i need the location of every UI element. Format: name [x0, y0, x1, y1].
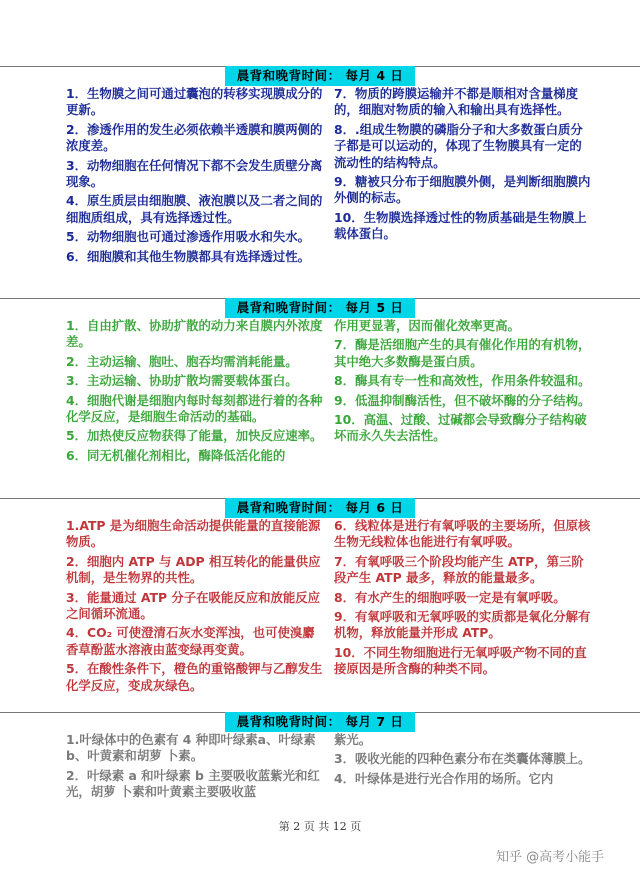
list-item: 5．在酸性条件下，橙色的重铬酸钾与乙醇发生化学反应，变成灰绿色。 [66, 661, 323, 693]
list-item: 4．CO₂ 可使澄清石灰水变浑浊，也可使溴麝香草酚蓝水溶液由蓝变绿再变黄。 [66, 625, 315, 657]
list-item: 6．线粒体是进行有氧呼吸的主要场所，但原核生物无线粒体也能进行有氧呼吸。 [334, 518, 591, 550]
list-item: 1．生物膜之间可通过囊泡的转移实现膜成分的更新。 [66, 86, 323, 118]
list-item: 5．动物细胞也可通过渗透作用吸水和失水。 [66, 229, 311, 245]
list-item: 3．吸收光能的四种色素分布在类囊体薄膜上。 [334, 751, 591, 767]
list-item: 7．酶是活细胞产生的具有催化作用的有机物，其中绝大多数酶是蛋白质。 [334, 337, 591, 369]
list-item: 作用更显著，因而催化效率更高。 [334, 318, 520, 333]
list-item: 9．糖被只分布于细胞膜外侧，是判断细胞膜内外侧的标志。 [334, 174, 591, 206]
list-item: 9．有氧呼吸和无氧呼吸的实质都是氧化分解有机物，释放能量并形成 ATP。 [334, 609, 591, 641]
section-header-day6: 晨背和晚背时间： 每月 6 日 [225, 498, 415, 518]
list-item: 7．物质的跨膜运输并不都是顺相对含量梯度的，细胞对物质的输入和输出具有选择性。 [334, 86, 579, 118]
watermark: 知乎 @高考小能手 [496, 850, 605, 865]
list-item: 2．主动运输、胞吐、胞吞均需消耗能量。 [66, 353, 298, 369]
right-column [334, 732, 592, 790]
section-header-day7: 晨背和晚背时间： 每月 7 日 [225, 712, 415, 732]
right-column [334, 318, 592, 448]
list-item: 8．.组成生物膜的磷脂分子和大多数蛋白质分子都是可以运动的，体现了生物膜具有一定的流动性的结构特点。 [334, 121, 583, 170]
list-item: 10．不同生物细胞进行无氧呼吸产物不同的直接原因是所含酶的种类不同。 [334, 644, 587, 677]
list-item: 3．主动运输、协助扩散均需要载体蛋白。 [66, 373, 298, 389]
list-item: 1.ATP 是为细胞生命活动提供能量的直接能源物质。 [66, 518, 321, 550]
list-item: 1．自由扩散、协助扩散的动力来自膜内外浓度差。 [66, 318, 323, 350]
list-item: 8．有水产生的细胞呼吸一定是有氧呼吸。 [334, 589, 566, 605]
list-item: 紫光。 [334, 732, 372, 747]
list-item: 5．加热使反应物获得了能量，加快反应速率。 [66, 428, 323, 444]
right-column [334, 86, 592, 246]
list-item: 2．细胞内 ATP 与 ADP 相互转化的能量供应机制，是生物界的共性。 [66, 553, 321, 586]
list-item: 1.叶绿体中的色素有 4 种即叶绿素a、叶绿素 b、叶黄素和胡萝 卜素。 [66, 732, 316, 764]
list-item: 4．细胞代谢是细胞内每时每刻都进行着的各种化学反应，是细胞生命活动的基础。 [66, 392, 323, 425]
list-item: 10．生物膜选择透过性的物质基础是生物膜上载体蛋白。 [334, 209, 587, 242]
left-column [66, 318, 324, 467]
list-item: 7．有氧呼吸三个阶段均能产生 ATP，第三阶段产生 ATP 最多，释放的能量最多。 [334, 553, 584, 586]
list-item: 2．叶绿素 a 和叶绿素 b 主要吸收蓝紫光和红光，胡萝 卜素和叶黄素主要吸收蓝 [66, 767, 320, 800]
section-header-day4: 晨背和晚背时间： 每月 4 日 [225, 66, 415, 86]
list-item: 6．同无机催化剂相比，酶降低活化能的 [66, 447, 286, 463]
list-item: 4．原生质层由细胞膜、液泡膜以及二者之间的细胞质组成，具有选择透过性。 [66, 193, 323, 225]
left-column [66, 518, 324, 697]
right-column [334, 518, 592, 681]
list-item: 8．酶具有专一性和高效性，作用条件较温和。 [334, 373, 591, 389]
list-item: 4．叶绿体是进行光合作用的场所。它内 [334, 770, 554, 786]
list-item: 3．能量通过 ATP 分子在吸能反应和放能反应之间循环流通。 [66, 589, 321, 622]
page-number: 第 2 页 共 12 页 [278, 820, 362, 833]
list-item: 9．低温抑制酶活性，但不破坏酶的分子结构。 [334, 392, 591, 408]
left-column [66, 86, 324, 268]
list-item: 3．动物细胞在任何情况下都不会发生质壁分离现象。 [66, 157, 323, 190]
list-item: 10．高温、过酸、过碱都会导致酶分子结构破坏而永久失去活性。 [334, 412, 587, 444]
list-item: 2．渗透作用的发生必须依赖半透膜和膜两侧的浓度差。 [66, 121, 323, 154]
section-header-day5: 晨背和晚背时间： 每月 5 日 [225, 298, 415, 318]
list-item: 6．细胞膜和其他生物膜都具有选择透过性。 [66, 248, 311, 264]
left-column [66, 732, 324, 804]
